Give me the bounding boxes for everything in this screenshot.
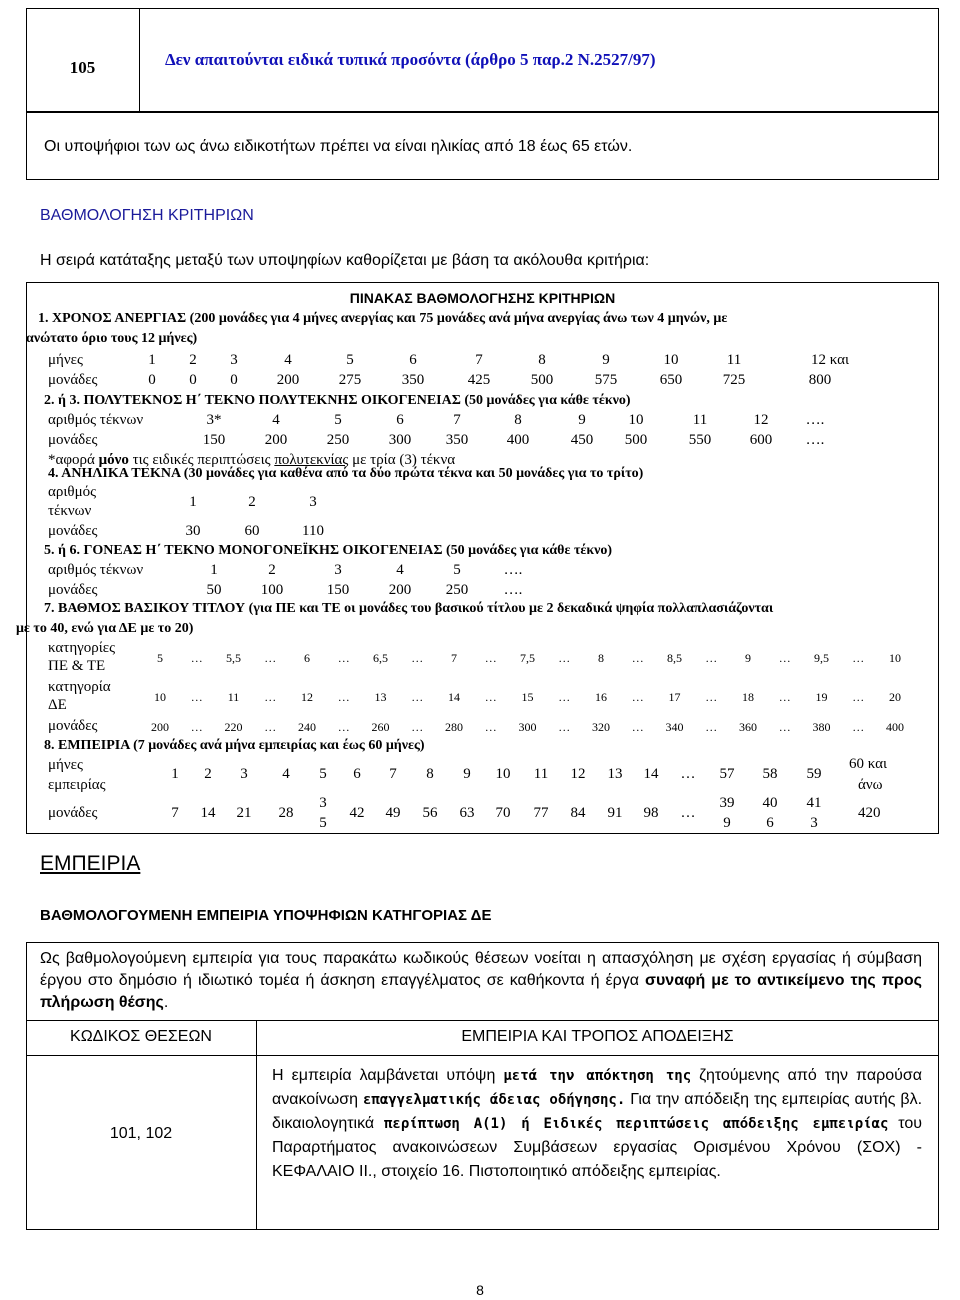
s7-grade-cell: … (705, 651, 718, 665)
s7-points-cell: 280 (445, 720, 463, 734)
s7-points-cell: 300 (518, 720, 537, 734)
s7-grade-cell: 16 (595, 690, 607, 704)
s7-grade-cell: 19 (815, 690, 828, 704)
s7-grade-cell: 5 (157, 651, 163, 665)
s8-points-cell: 14 (200, 805, 216, 821)
s5-points-cell: …. (503, 582, 523, 598)
s7-points-cell: … (337, 720, 350, 734)
s2-points-cell: 400 (506, 432, 530, 448)
experience-desc-2: μετά την απόκτηση της (503, 1068, 692, 1084)
s2-children-cell: 11 (692, 412, 708, 428)
s5-heading: 5. ή 6. ΓΟΝΕΑΣ Η΄ ΤΕΚΝΟ ΜΟΝΟΓΟΝΕΪΚΗΣ ΟΙΚΟΓΕΝΕΙΑΣ (50 μονάδες για κάθε τέκνο) (44, 543, 613, 558)
experience-intro-a: Ως βαθμολογούμενη εμπειρία για τους παρακάτω κωδικούς θέσεων νοείται η απασχόληση με σχέση εργασίας ή σύμβαση έργου στο δημόσιο ή ιδιωτικό τομέα ή άσκηση επαγγέλματος σε καθήκοντα ή έργα (40, 950, 922, 989)
s1-points-cell: 500 (530, 372, 554, 388)
s7-points-cell: 240 (298, 720, 316, 734)
header-divider (139, 8, 140, 112)
s1-row1-label: μήνες (48, 352, 83, 368)
s7-row1-label-a: κατηγορίες (48, 640, 116, 656)
s7-row1-label-b: ΠΕ & ΤΕ (48, 658, 106, 674)
s8-month-cell: 5 (319, 766, 327, 782)
s8-points-cell: 56 (422, 805, 438, 821)
s7-grade-cell: 7 (451, 651, 457, 665)
s7-grade-cell: 8,5 (667, 651, 682, 665)
s8-month-cell: 7 (389, 766, 397, 782)
s7-points-cell: 200 (151, 720, 169, 734)
s8-points-cell: 77 (533, 805, 549, 821)
s4-children-cell: 1 (189, 494, 197, 510)
s2-children-cell: …. (805, 412, 825, 428)
s2-children-cell: 8 (514, 412, 522, 428)
criteria-heading: ΒΑΘΜΟΛΟΓΗΣΗ ΚΡΙΤΗΡΙΩΝ (40, 207, 254, 224)
s7-grade-cell: 6 (304, 651, 310, 665)
s7-grade-cell: … (852, 690, 865, 704)
s7-points-cell: 260 (371, 720, 390, 734)
s4-children-cell: 2 (248, 494, 256, 510)
s5-points-cell: 100 (260, 582, 284, 598)
s7-points-cell: 220 (224, 720, 243, 734)
s8-month-cell: 13 (607, 766, 623, 782)
s7-grade-cell: … (411, 690, 424, 704)
s8-row1-last-b: άνω (858, 777, 883, 793)
s8-month-cell: 9 (463, 766, 471, 782)
s2-row1-label: αριθμός τέκνων (48, 412, 144, 428)
s7-points-cell: … (631, 720, 644, 734)
s8-month-cell: 59 (806, 766, 822, 782)
s7-points-cell: … (778, 720, 791, 734)
s8-row2-last: 420 (858, 805, 881, 821)
s7-grade-cell: 15 (521, 690, 534, 704)
s8-month-cell: 10 (495, 766, 511, 782)
s2-points-cell: 550 (688, 432, 712, 448)
s5-children-cell: 4 (396, 562, 404, 578)
experience-desc-6: περίπτωση Α(1) ή Ειδικές περιπτώσεις απόδειξης εμπειρίας (384, 1116, 889, 1132)
s1-points-cell: 800 (808, 372, 832, 388)
s7-points-cell: … (484, 720, 497, 734)
experience-col2-header: ΕΜΠΕΙΡΙΑ ΚΑΙ ΤΡΟΠΟΣ ΑΠΟΔΕΙΞΗΣ (461, 1028, 734, 1045)
s8-points-split-cell: 39 (719, 795, 735, 811)
experience-subheading: ΒΑΘΜΟΛΟΓΟΥΜΕΝΗ ΕΜΠΕΙΡΙΑ ΥΠΟΨΗΦΙΩΝ ΚΑΤΗΓΟΡΙΑΣ ΔΕ (40, 907, 492, 924)
s2-note-c: τις ειδικές περιπτώσεις (128, 452, 275, 468)
s7-grade-cell: … (558, 690, 571, 704)
s8-points-cell: 49 (385, 805, 401, 821)
experience-desc-7: του Παραρτήματος ανακοινώσεων Συμβάσεων εργασίας Ορισμένου Χρόνου (ΣΟΧ) - ΚΕΦΑΛΑΙΟ ΙΙ., στοιχείο 16. Πιστοποιητικό απόδειξης εμπειρίας. (272, 1115, 923, 1180)
s1-points-cell: 650 (659, 372, 683, 388)
s7-row2-label-b: ΔΕ (48, 697, 67, 713)
s7-grade-cell: 6,5 (373, 651, 388, 665)
s5-children-cell: 3 (334, 562, 342, 578)
s2-points-cell: 300 (388, 432, 412, 448)
experience-hline-1 (26, 1020, 939, 1021)
s8-points-cell: 42 (349, 805, 365, 821)
s7-grade-cell: 8 (598, 651, 604, 665)
s1-points-cell: 0 (230, 372, 238, 388)
experience-hline-2 (26, 1055, 939, 1056)
s7-grade-cell: … (337, 690, 350, 704)
criteria-intro: Η σειρά κατάταξης μεταξύ των υποψηφίων καθορίζεται με βάση τα ακόλουθα κριτήρια: (40, 252, 650, 269)
s7-row3-label: μονάδες (48, 718, 98, 734)
header-title: Δεν απαιτούνται ειδικά τυπικά προσόντα (άρθρο 5 παρ.2 Ν.2527/97) (165, 50, 656, 69)
experience-code: 101, 102 (109, 1125, 173, 1142)
s5-row2-label: μονάδες (48, 582, 98, 598)
s5-children-cell: …. (503, 562, 523, 578)
s7-grade-cell: 14 (448, 690, 460, 704)
s7-grade-cell: 18 (742, 690, 754, 704)
s7-grade-cell: 20 (889, 690, 901, 704)
s1-points-cell: 575 (594, 372, 618, 388)
s7-points-cell: 320 (592, 720, 610, 734)
s7-grade-cell: … (264, 690, 277, 704)
s1-month-cell: 12 και (810, 352, 850, 368)
s2-points-cell: 450 (570, 432, 594, 448)
s8-points-cell: 70 (495, 805, 511, 821)
s5-row1-label: αριθμός τέκνων (48, 562, 144, 578)
s7-grade-cell: … (484, 651, 497, 665)
s1-points-cell: 275 (338, 372, 362, 388)
experience-desc-4: επαγγελματικής άδειας οδήγησης. (362, 1092, 626, 1108)
s7-grade-cell: 12 (301, 690, 313, 704)
s8-month-cell: 8 (426, 766, 434, 782)
s1-points-cell: 350 (401, 372, 425, 388)
s7-grade-cell: 7,5 (520, 651, 535, 665)
s5-children-cell: 5 (453, 562, 461, 578)
s5-children-cell: 1 (210, 562, 218, 578)
s2-children-cell: 4 (272, 412, 280, 428)
s8-row1-label-a: μήνες (48, 757, 83, 773)
experience-intro-b: συναφή με το αντικείμενο της προς πλήρωση θέσης (40, 972, 922, 1011)
s7-grade-cell: … (264, 651, 277, 665)
s1-points-cell: 0 (148, 372, 156, 388)
s5-points-cell: 50 (206, 582, 222, 598)
s8-points-cell: 28 (278, 805, 294, 821)
experience-description (272, 1064, 922, 1184)
s2-points-cell: 500 (624, 432, 648, 448)
s5-children-cell: 2 (268, 562, 276, 578)
s1-month-cell: 11 (726, 352, 742, 368)
s8-points-split-cell: 3 (810, 815, 818, 831)
s2-note-a: *αφορά (48, 452, 99, 468)
page-number: 8 (476, 1282, 484, 1298)
s4-row1-label-a: αριθμός (48, 484, 97, 500)
s2-points-cell: 600 (749, 432, 773, 448)
s7-grade-cell: … (190, 651, 203, 665)
s4-heading: 4. ΑΝΗΛΙΚΑ ΤΕΚΝΑ (30 μονάδες για καθένα από τα δύο πρώτα τέκνα και 50 μονάδες για το τρίτο) (48, 466, 644, 481)
s1-points-cell: 0 (189, 372, 197, 388)
s1-month-cell: 3 (230, 352, 238, 368)
s7-grade-cell: 9 (745, 651, 751, 665)
s7-grade-cell: 5,5 (226, 651, 241, 665)
experience-desc-5: Για την απόδειξη της εμπειρίας αυτής βλ. δικαιολογητικά (272, 1091, 923, 1132)
s7-grade-cell: 10 (889, 651, 901, 665)
s1-month-cell: 1 (148, 352, 156, 368)
s1-month-cell: 7 (475, 352, 483, 368)
s7-points-cell: 360 (739, 720, 757, 734)
s7-points-cell: … (852, 720, 865, 734)
s8-points-cell: 21 (236, 805, 252, 821)
s7-grade-cell: … (190, 690, 203, 704)
s7-grade-cell: … (558, 651, 571, 665)
s1-points-cell: 425 (467, 372, 491, 388)
s8-month-cell: 58 (762, 766, 778, 782)
s7-grade-cell: … (411, 651, 424, 665)
s8-month-cell: 3 (240, 766, 248, 782)
s2-heading: 2. ή 3. ΠΟΛΥΤΕΚΝΟΣ Η΄ ΤΕΚΝΟ ΠΟΛΥΤΕΚΝΗΣ ΟΙΚΟΓΕΝΕΙΑΣ (50 μονάδες για κάθε τέκνο) (44, 393, 631, 408)
s7-points-cell: … (705, 720, 718, 734)
s4-points-cell: 60 (244, 523, 260, 539)
s1-heading-2: ανώτατο όριο τους 12 μήνες) (26, 331, 198, 346)
experience-desc-3: ζητούμενης από την παρούσα ανακοίνωση (272, 1067, 922, 1108)
s2-points-cell: 150 (202, 432, 226, 448)
s8-month-cell: 12 (570, 766, 586, 782)
experience-col1-header: ΚΩΔΙΚΟΣ ΘΕΣΕΩΝ (70, 1028, 212, 1045)
s8-points-cell: 98 (643, 805, 659, 821)
s7-grade-cell: … (631, 690, 644, 704)
s7-grade-cell: 17 (668, 690, 681, 704)
s7-points-cell: … (190, 720, 203, 734)
s1-month-cell: 4 (284, 352, 292, 368)
s7-points-cell: … (264, 720, 277, 734)
s8-month-cell: 2 (204, 766, 212, 782)
s7-grade-cell: 9,5 (814, 651, 829, 665)
s7-row2-label-a: κατηγορία (48, 679, 111, 695)
s5-points-cell: 250 (445, 582, 469, 598)
s7-grade-cell: … (631, 651, 644, 665)
s8-heading: 8. ΕΜΠΕΙΡΙΑ (7 μονάδες ανά μήνα εμπειρίας και έως 60 μήνες) (44, 738, 425, 753)
s8-month-cell: 1 (171, 766, 179, 782)
s1-month-cell: 10 (663, 352, 679, 368)
s8-month-cell: 14 (643, 766, 659, 782)
s1-month-cell: 6 (409, 352, 417, 368)
s2-note-e: με τρία (3) τέκνα (348, 452, 456, 468)
s7-grade-cell: … (778, 690, 791, 704)
s2-points-cell: 250 (326, 432, 350, 448)
s8-row1-label-b: εμπειρίας (48, 777, 106, 793)
s4-points-cell: 30 (185, 523, 201, 539)
s2-children-cell: 5 (334, 412, 342, 428)
s5-points-cell: 200 (388, 582, 412, 598)
header-number: 105 (69, 58, 96, 77)
s1-row2-label: μονάδες (48, 372, 98, 388)
s1-month-cell: 9 (602, 352, 610, 368)
s7-points-cell: 400 (886, 720, 904, 734)
s7-points-cell: … (411, 720, 424, 734)
s1-heading: 1. ΧΡΟΝΟΣ ΑΝΕΡΓΙΑΣ (200 μονάδες για 4 μήνες ανεργίας και 75 μονάδες ανά μήνα ανεργίας άνω των 4 μηνών, με (38, 311, 728, 326)
s7-grade-cell: 11 (227, 690, 240, 704)
s7-grade-cell: … (705, 690, 718, 704)
s2-children-cell: 12 (753, 412, 769, 428)
age-note: Οι υποψήφιοι των ως άνω ειδικοτήτων πρέπει να είναι ηλικίας από 18 έως 65 ετών. (44, 138, 633, 155)
criteria-table-title: ΠΙΝΑΚΑΣ ΒΑΘΜΟΛΟΓΗΣΗΣ ΚΡΙΤΗΡΙΩΝ (349, 290, 616, 306)
s8-month-cell: 6 (353, 766, 361, 782)
s8-points-cell: 7 (171, 805, 179, 821)
s2-points-cell: 200 (264, 432, 288, 448)
s7-points-cell: 380 (812, 720, 831, 734)
s4-row2-label: μονάδες (48, 523, 98, 539)
s7-grade-cell: … (778, 651, 791, 665)
s8-row2-label: μονάδες (48, 805, 98, 821)
s7-points-cell: 340 (665, 720, 684, 734)
s2-note-b: μόνο (98, 452, 129, 468)
s1-month-cell: 2 (189, 352, 197, 368)
s8-month-cell: 57 (719, 766, 735, 782)
experience-vline (256, 1020, 257, 1230)
s7-grade-cell: 10 (154, 690, 166, 704)
s1-points-cell: 200 (276, 372, 300, 388)
s4-children-cell: 3 (309, 494, 317, 510)
s8-points-split-cell: 40 (762, 795, 778, 811)
s2-children-cell: 6 (396, 412, 404, 428)
experience-heading: ΕΜΠΕΙΡΙΑ (40, 852, 141, 875)
s8-points-split-cell: 41 (806, 795, 822, 811)
s2-points-cell: …. (805, 432, 825, 448)
s8-points-split-cell: 6 (766, 815, 774, 831)
s4-points-cell: 110 (302, 523, 324, 539)
s2-points-cell: 350 (445, 432, 469, 448)
experience-intro (40, 948, 922, 1014)
s2-children-cell: 7 (453, 412, 461, 428)
s7-grade-cell: … (852, 651, 865, 665)
s1-month-cell: 5 (346, 352, 354, 368)
s8-month-cell: 4 (282, 766, 290, 782)
s7-grade-cell: … (484, 690, 497, 704)
s2-children-cell: 9 (578, 412, 586, 428)
s5-points-cell: 150 (326, 582, 350, 598)
s1-month-cell: 8 (538, 352, 546, 368)
s7-grade-cell: … (337, 651, 350, 665)
s2-children-cell: 10 (628, 412, 644, 428)
s8-points-cell: 91 (607, 805, 623, 821)
s2-children-cell: 3* (206, 412, 222, 428)
s8-row1-last-a: 60 και (849, 756, 888, 772)
s8-points-split-cell: 5 (319, 815, 327, 831)
s4-row1-label-b: τέκνων (48, 503, 92, 519)
s2-note-d: πολυτεκνίας (274, 452, 349, 468)
experience-intro-c: . (163, 994, 169, 1011)
s8-month-cell: … (680, 766, 696, 782)
s8-month-cell: 11 (533, 766, 549, 782)
s1-points-cell: 725 (722, 372, 746, 388)
s8-points-split-cell: 3 (319, 795, 327, 811)
s7-heading: 7. ΒΑΘΜΟΣ ΒΑΣΙΚΟΥ ΤΙΤΛΟΥ (για ΠΕ και ΤΕ οι μονάδες του βασικού τίτλου με 2 δεκαδικά ψηφία πολλαπλασιάζονται (44, 601, 774, 616)
s8-points-cell: 63 (459, 805, 475, 821)
s8-points-cell: 84 (570, 805, 586, 821)
s7-points-cell: … (558, 720, 571, 734)
s8-points-split-cell: 9 (723, 815, 731, 831)
s7-heading-2: με το 40, ενώ για ΔΕ με το 20) (16, 621, 194, 636)
s2-row2-label: μονάδες (48, 432, 98, 448)
experience-desc-1: Η εμπειρία λαμβάνεται υπόψη (272, 1067, 504, 1084)
s8-points-cell: … (680, 805, 696, 821)
s7-grade-cell: 13 (374, 690, 387, 704)
